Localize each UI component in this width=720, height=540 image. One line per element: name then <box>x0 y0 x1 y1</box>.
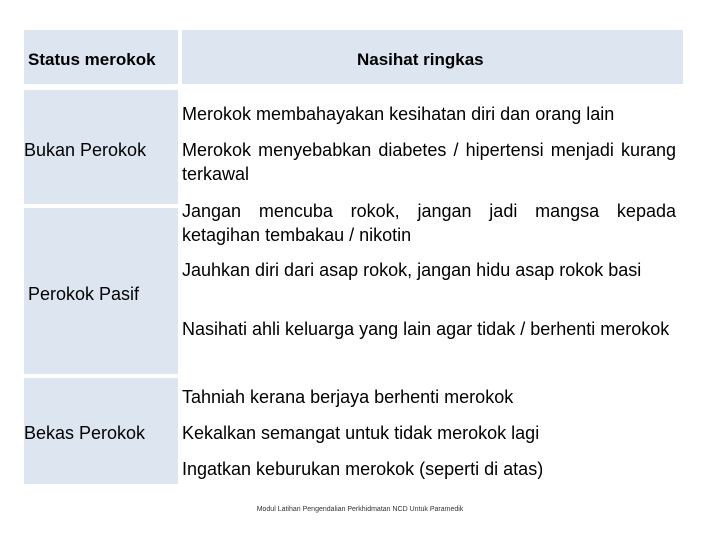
advice-item: Tahniah kerana berjaya berhenti merokok <box>182 387 514 407</box>
status-label-bukan-perokok: Bukan Perokok <box>24 140 147 160</box>
advice-item: Kekalkan semangat untuk tidak merokok lagi <box>182 423 540 443</box>
status-label-bekas-perokok: Bekas Perokok <box>24 423 146 443</box>
advice-item: Merokok menyebabkan diabetes / hipertensi menjadi kurang terkawal <box>182 140 676 184</box>
advice-item: Jauhkan diri dari asap rokok, jangan hidu asap rokok basi <box>182 260 642 280</box>
status-label-perokok-pasif: Perokok Pasif <box>28 284 140 304</box>
header-status-label: Status merokok <box>28 50 156 69</box>
header-advice-label: Nasihat ringkas <box>357 50 484 69</box>
advice-item: Ingatkan keburukan merokok (seperti di atas) <box>182 459 544 479</box>
advice-item: Merokok membahayakan kesihatan diri dan orang lain <box>182 104 615 124</box>
footer-note: Modul Latihan Pengendalian Perkhidmatan NCD Untuk Paramedik <box>256 506 464 513</box>
advice-item: Jangan mencuba rokok, jangan jadi mangsa kepada ketagihan tembakau / nikotin <box>182 201 676 245</box>
advice-item: Nasihati ahli keluarga yang lain agar tidak / berhenti merokok <box>182 319 670 339</box>
